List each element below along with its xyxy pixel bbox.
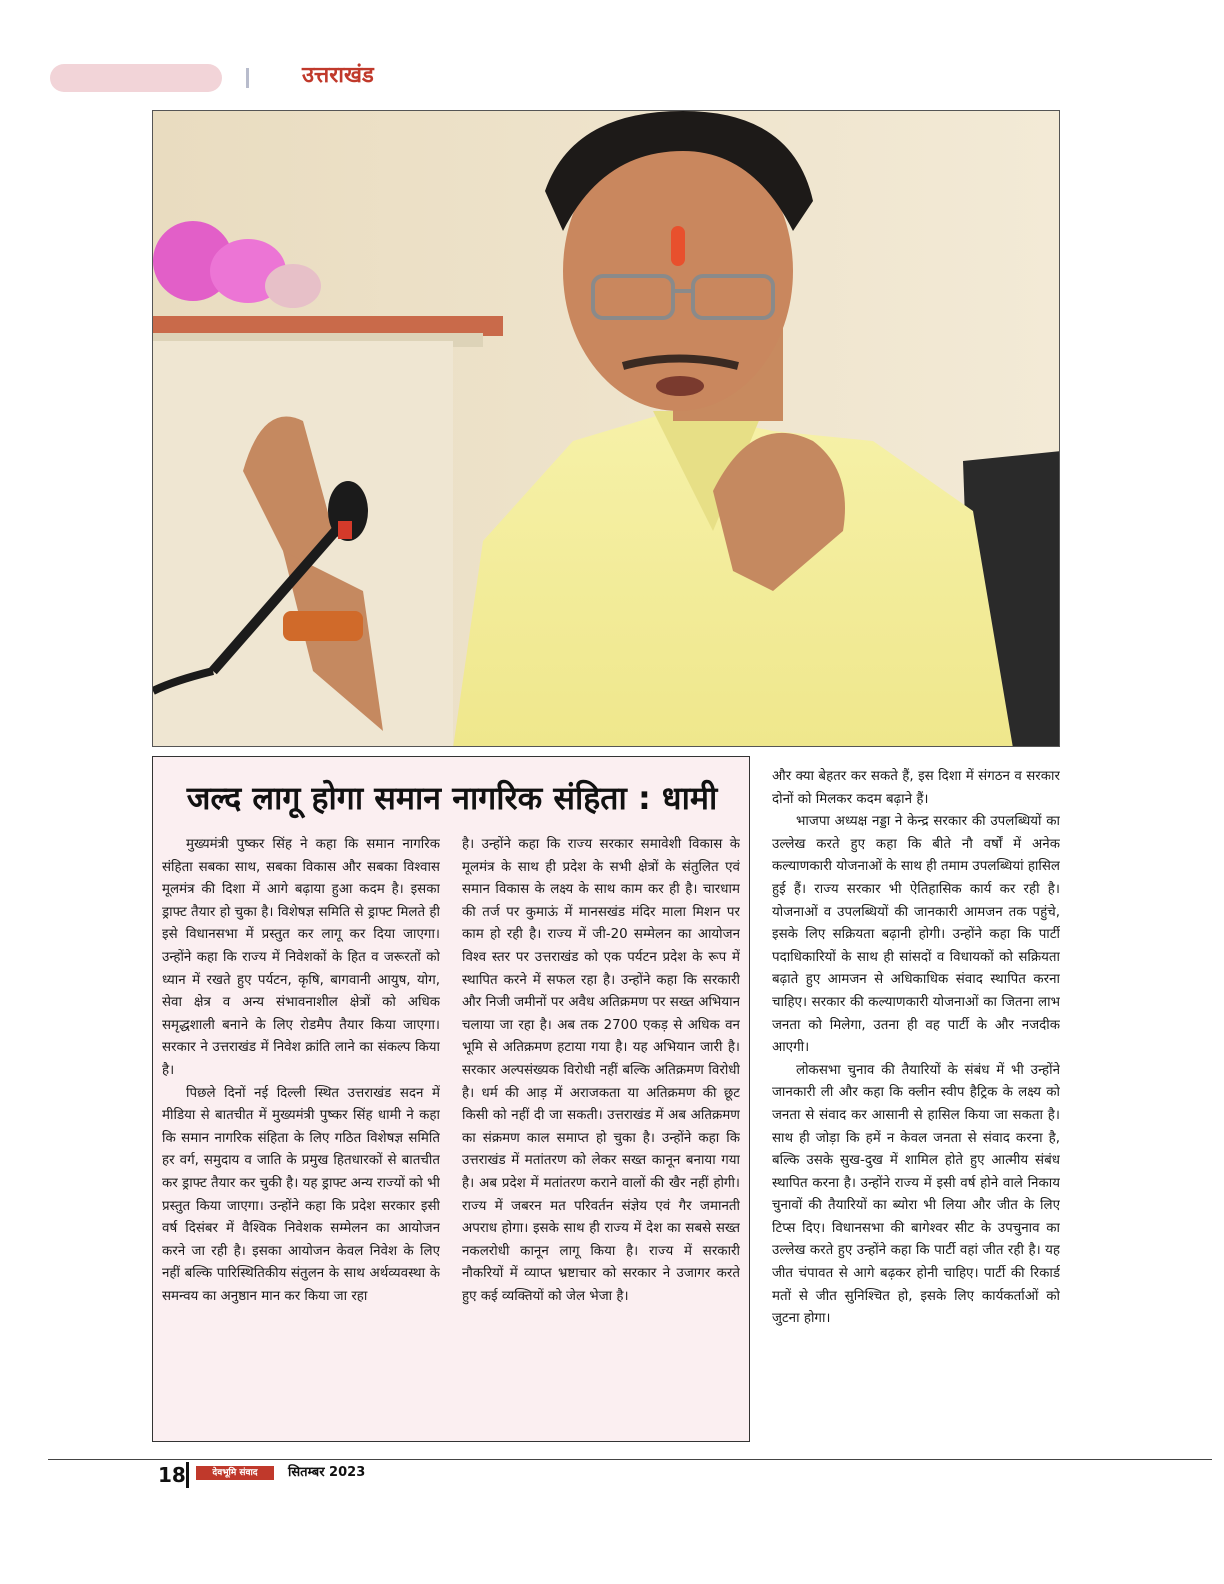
magazine-logo: देवभूमि संवाद <box>196 1466 274 1480</box>
paragraph: भाजपा अध्यक्ष नड्डा ने केन्द्र सरकार की उपलब्धियों का उल्लेख करते हुए कहा कि बीते नौ वर्षों में अनेक कल्याणकारी योजनाओं के साथ ही तमाम उपलब्धियां हासिल हुई हैं। राज्य सरकार भी ऐतिहासिक कार्य कर रही है। योजनाओं व उपलब्धियों की जानकारी आमजन तक पहुंचे, इसके लिए सक्रियता बढ़ानी होगी। उन्होंने कहा कि पार्टी पदाधिकारियों के साथ ही सांसदों व विधायकों को सक्रियता बढ़ाते हुए आमजन से अधिकाधिक संवाद स्थापित करना चाहिए। सरकार की कल्याणकारी योजनाओं का जितना लाभ जनता को मिलेगा, उतना ही वह पार्टी के और नजदीक आएगी। <box>772 814 1060 1056</box>
paragraph: मुख्यमंत्री पुष्कर सिंह ने कहा कि समान नागरिक संहिता सबका साथ, सबका विकास और सबका विश्वास मूलमंत्र की दिशा में आगे बढ़ाया हुआ कदम है। इसका ड्राफ्ट तैयार हो चुका है। विशेषज्ञ समिति से ड्राफ्ट मिलते ही इसे विधानसभा में प्रस्तुत कर लागू कर दिया जाएगा। उन्होंने कहा कि राज्य में निवेशकों के हित व जरूरतों को ध्यान में रखते हुए पर्यटन, कृषि, बागवानी आयुष, योग, सेवा क्षेत्र व अन्य संभावनाशील क्षेत्रों को अधिक समृद्धशाली बनाने के लिए रोडमैप तैयार किया जाएगा। सरकार ने उत्तराखंड में निवेश क्रांति लाने का संकल्प किया है। <box>162 837 440 1078</box>
paragraph: पिछले दिनों नई दिल्ली स्थित उत्तराखंड सदन में मीडिया से बातचीत में मुख्यमंत्री पुष्कर सिंह धामी ने कहा कि समान नागरिक संहिता के लिए गठित विशेषज्ञ समिति हर वर्ग, समुदाय व जाति के प्रमुख हितधारकों से बातचीत कर ड्राफ्ट तैयार कर चुकी है। यह ड्राफ्ट अन्य राज्यों को भी प्रस्तुत किया जाएगा। उन्होंने कहा कि प्रदेश सरकार इसी वर्ष दिसंबर में वैश्विक निवेशक सम्मेलन का आयोजन करने जा रही है। इसका आयोजन केवल निवेश के लिए नहीं बल्कि पारिस्थितिकीय संतुलन के साथ अर्थव्यवस्था के समन्वय का अनुष्ठान मान कर किया जा रहा <box>162 1085 440 1304</box>
header-decorative-pill <box>50 64 222 92</box>
article-column-2 <box>462 834 740 1434</box>
article-headline: जल्द लागू होगा समान नागरिक संहिता : धामी <box>186 779 718 817</box>
paragraph: है। उन्होंने कहा कि राज्य सरकार समावेशी विकास के मूलमंत्र के साथ ही प्रदेश के सभी क्षेत्रों के संतुलित एवं समान विकास के लक्ष्य के साथ काम कर ही है। चारधाम की तर्ज पर कुमाऊं में मानसखंड मंदिर माला मिशन पर काम हो रही है। राज्य में जी-20 सम्मेलन का आयोजन विश्व स्तर पर उत्तराखंड को एक पर्यटन प्रदेश के रूप में स्थापित करने में सफल रहा है। उन्होंने कहा कि सरकारी और निजी जमीनों पर अवैध अतिक्रमण पर सख्त अभियान चलाया जा रहा है। अब तक 2700 एकड़ से अधिक वन भूमि से अतिक्रमण हटाया गया है। यह अभियान जारी है। सरकार अल्पसंख्यक विरोधी नहीं बल्कि अतिक्रमण विरोधी है। धर्म की आड़ में अराजकता या अतिक्रमण की छूट किसी को नहीं दी जा सकती। उत्तराखंड में अब अतिक्रमण का संक्रमण काल समाप्त हो चुका है। उन्होंने कहा कि उत्तराखंड में मतांतरण को लेकर सख्त कानून बनाया गया है। अब प्रदेश में मतांतरण कराने वालों की खैर नहीं होगी। राज्य में जबरन मत परिवर्तन संज्ञेय एवं गैर जमानती अपराध होगा। इसके साथ ही राज्य में देश का सबसे सख्त नकलरोधी कानून लागू किया है। राज्य में सरकारी नौकरियों में व्याप्त भ्रष्टाचार को सरकार ने उजागर करते हुए कई व्यक्तियों को जेल भेजा है। <box>462 837 740 1304</box>
issue-date: सितम्बर 2023 <box>288 1465 366 1480</box>
paragraph: लोकसभा चुनाव की तैयारियों के संबंध में भी उन्होंने जानकारी ली और कहा कि क्लीन स्वीप हैट्रिक के लक्ष्य को जनता से संवाद कर आसानी से हासिल किया जा सकता है। साथ ही जोड़ा कि हमें न केवल जनता से संवाद करना है, बल्कि उसके सुख-दुख में शामिल होते हुए आत्मीय संबंध स्थापित करना है। उन्होंने राज्य में इसी वर्ष होने वाले निकाय चुनावों की तैयारियों का ब्योरा भी लिया और जीत के लिए टिप्स दिए। विधानसभा की बागेश्वर सीट के उपचुनाव का उल्लेख करते हुए उन्होंने कहा कि पार्टी वहां जीत रही है। यह जीत चंपावत से आगे बढ़कर होनी चाहिए। पार्टी की रिकार्ड मतों से जीत सुनिश्चित हो, इसके लिए कार्यकर्ताओं को जुटना होगा। <box>772 1062 1060 1327</box>
article-photo <box>152 110 1060 747</box>
footer-separator <box>186 1462 189 1488</box>
footer-rule <box>48 1459 1212 1460</box>
section-label: उत्तराखंड <box>302 63 374 88</box>
portrait-photo-icon <box>153 111 1060 747</box>
page-number: 18 <box>158 1463 186 1487</box>
article-column-3 <box>772 766 1060 1446</box>
article-column-1 <box>162 834 440 1434</box>
paragraph: और क्या बेहतर कर सकते हैं, इस दिशा में संगठन व सरकार दोनों को मिलकर कदम बढ़ाने हैं। <box>772 769 1060 807</box>
header-separator <box>246 68 249 88</box>
